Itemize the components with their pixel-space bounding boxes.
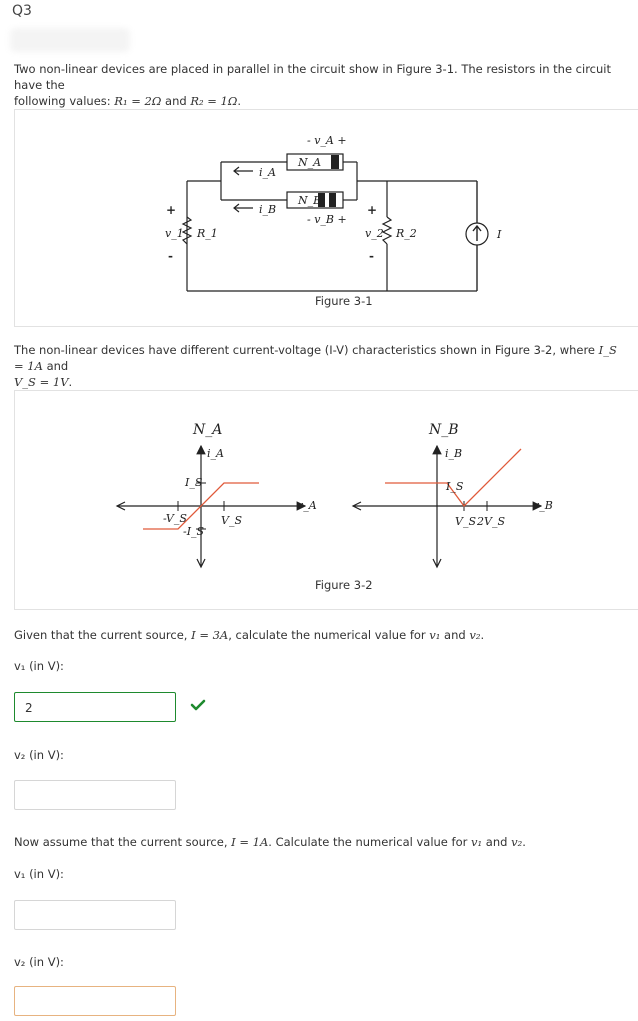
- iv-paragraph: [14, 342, 626, 390]
- now-v1-symbol: v₁: [471, 835, 483, 849]
- na-label: N_A: [298, 156, 322, 169]
- figure-3-1-box: [14, 109, 638, 327]
- vs-tick-label-a: V_S: [221, 514, 242, 527]
- two-vs-tick-label: 2V_S: [477, 515, 505, 528]
- iv-and: and: [42, 359, 69, 373]
- vb-axis-label: v_B: [533, 499, 553, 512]
- given-and: and: [440, 628, 470, 642]
- answer-3-label: v₁ (in V):: [14, 867, 64, 881]
- iv-end: .: [68, 375, 73, 389]
- figure-3-2-box: [14, 390, 638, 610]
- given-i-value: I = 3A: [191, 628, 229, 642]
- r2-label: R_2: [396, 227, 417, 240]
- answer-2-label: v₂ (in V):: [14, 748, 64, 762]
- neg-vs-tick-label: -V_S: [163, 512, 187, 525]
- na-plot: [117, 422, 317, 567]
- is-tick-label-b: I_S: [446, 480, 464, 493]
- neg-is-tick-label: -I_S: [183, 525, 205, 538]
- v2-plus: +: [367, 203, 378, 217]
- answer-3-input[interactable]: [14, 900, 176, 930]
- current-source: [466, 223, 488, 245]
- vs-value: V_S = 1V: [14, 375, 69, 389]
- v1-symbol: v₁: [429, 628, 441, 642]
- blurred-status-tag: [10, 28, 130, 52]
- now-v2-symbol: v₂: [511, 835, 523, 849]
- ib-axis-label: i_B: [445, 447, 463, 460]
- is-tick-label: I_S: [185, 476, 203, 489]
- given-suffix: , calculate the numerical value for: [228, 628, 430, 642]
- period: .: [237, 94, 242, 108]
- intro-line-2-prefix: following values:: [14, 94, 115, 108]
- is-value: I_S = 1A: [14, 343, 617, 373]
- ib-label: i_B: [259, 203, 277, 216]
- ia-label: i_A: [259, 166, 276, 179]
- answer-1-label: v₁ (in V):: [14, 659, 64, 673]
- intro-paragraph: [14, 61, 626, 109]
- v2-symbol: v₂: [469, 628, 481, 642]
- answer-4-input[interactable]: [14, 986, 176, 1016]
- v1-plus: +: [166, 203, 177, 217]
- intro-line-1: Two non-linear devices are placed in parallel in the circuit show in Figure 3-1. The resistors in the circuit have the: [14, 62, 611, 92]
- check-icon: [190, 698, 206, 715]
- given-paragraph: [14, 627, 626, 643]
- given-prefix: Given that the current source,: [14, 628, 192, 642]
- v2-minus: -: [369, 249, 374, 263]
- vs-tick-label-b: V_S: [455, 515, 476, 528]
- now-and: and: [482, 835, 512, 849]
- now-prefix: Now assume that the current source,: [14, 835, 232, 849]
- v2-label: v_2: [365, 227, 384, 240]
- nb-label: N_B: [298, 194, 322, 207]
- r2-value: R₂ = 1Ω: [190, 94, 238, 108]
- v1-minus: -: [168, 249, 173, 263]
- now-suffix: . Calculate the numerical value for: [268, 835, 472, 849]
- question-number: Q3: [12, 3, 32, 19]
- iv-text: The non-linear devices have different current-voltage (I-V) characteristics shown in Figure 3-2, where: [14, 343, 599, 357]
- given-dot: .: [480, 628, 485, 642]
- answer-2-input[interactable]: [14, 780, 176, 810]
- vb-label: - v_B +: [307, 213, 347, 226]
- r1-label: R_1: [197, 227, 218, 240]
- current-arrows: [234, 167, 253, 212]
- va-label: - v_A +: [307, 134, 347, 147]
- na-title: N_A: [193, 422, 223, 438]
- now-i-value: I = 1A: [231, 835, 269, 849]
- r1-value: R₁ = 2Ω: [114, 94, 162, 108]
- now-dot: .: [522, 835, 526, 849]
- nb-plot: [353, 422, 553, 567]
- va-axis-label: v_A: [297, 499, 317, 512]
- and-text: and: [161, 94, 191, 108]
- i-source-label: I: [497, 228, 502, 241]
- figure-3-2-caption: Figure 3-2: [315, 578, 373, 592]
- answer-4-label: v₂ (in V):: [14, 955, 64, 969]
- figure-3-1-caption: Figure 3-1: [315, 294, 373, 308]
- iv-characteristics-diagram: [15, 391, 638, 609]
- ia-axis-label: i_A: [207, 447, 224, 460]
- nb-title: N_B: [429, 422, 459, 438]
- now-paragraph: [14, 834, 626, 850]
- v1-label: v_1: [165, 227, 184, 240]
- answer-1-input[interactable]: 2: [14, 692, 176, 722]
